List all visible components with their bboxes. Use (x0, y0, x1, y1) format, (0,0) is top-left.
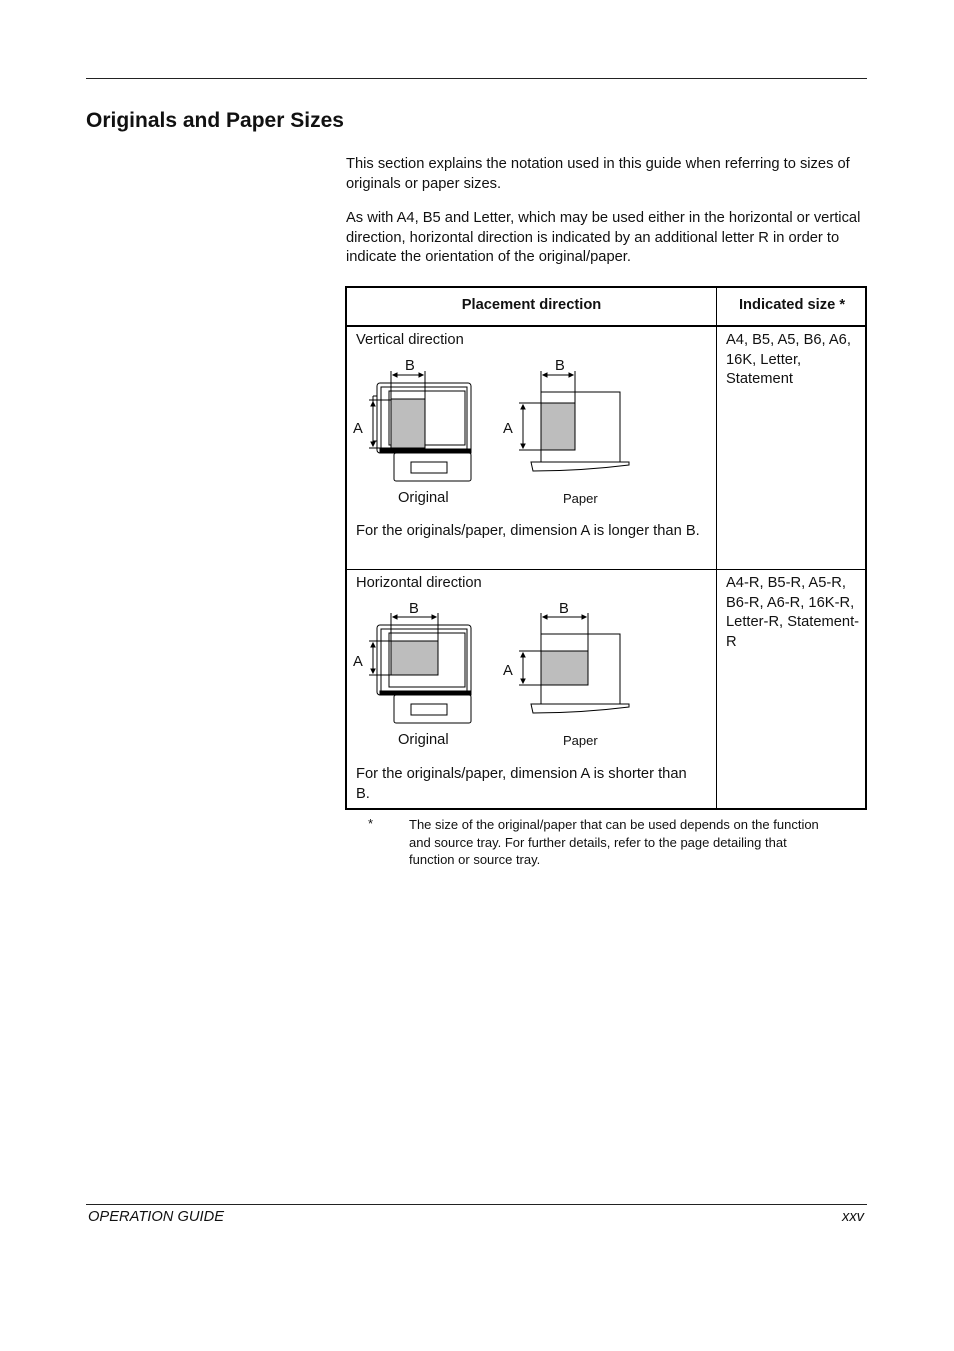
row-vertical-direction-label: Vertical direction (356, 332, 464, 348)
footer-guide-title: OPERATION GUIDE (88, 1209, 225, 1225)
size-notation-table (345, 286, 867, 810)
dimension-b-label-paper: B (559, 601, 569, 617)
column-divider (716, 288, 717, 808)
footer-page-number: xxv (841, 1209, 864, 1225)
footnote-mark: * (368, 816, 374, 831)
dimension-b-label-paper: B (555, 358, 565, 374)
paper-label: Paper (563, 491, 598, 506)
header-indicated-size: Indicated size * (738, 297, 846, 313)
dimension-a-label-original: A (353, 654, 363, 670)
row-horizontal-note: For the originals/paper, dimension A is shorter than B. (356, 766, 687, 802)
header-placement-direction: Placement direction (461, 297, 602, 313)
intro-paragraph-2: As with A4, B5 and Letter, which may be used either in the horizontal or vertical direction, horizontal direction is indicated by an additional letter R in order to indicate the orientation of the original/paper. (346, 210, 861, 265)
footer-rule (86, 1204, 867, 1205)
dimension-a-label-paper: A (503, 421, 513, 437)
row-vertical-sizes: A4, B5, A5, B6, A6, 16K, Letter, Statement (726, 332, 851, 387)
vertical-diagram-drawing (349, 351, 639, 501)
scanner-original-icon (369, 371, 471, 481)
horizontal-diagram-drawing (349, 593, 639, 743)
horizontal-direction-diagram (349, 593, 639, 748)
dimension-a-label-paper: A (503, 663, 513, 679)
dimension-b-label-original: B (409, 601, 419, 617)
scanner-original-icon (369, 613, 471, 723)
vertical-direction-diagram (349, 351, 639, 506)
original-label: Original (398, 732, 449, 748)
paper-icon (519, 613, 629, 713)
row-horizontal-sizes: A4-R, B5-R, A5-R, B6-R, A6-R, 16K-R, Letter-R, Statement-R (726, 575, 860, 650)
paper-icon (519, 371, 629, 471)
paper-label: Paper (563, 733, 598, 748)
header-divider (347, 325, 865, 327)
dimension-b-label-original: B (405, 358, 415, 374)
header-rule (86, 78, 867, 79)
row-vertical-note: For the originals/paper, dimension A is longer than B. (356, 523, 700, 539)
footnote-text: The size of the original/paper that can be used depends on the function and source tray. For further details, refer to the page detailing that function or source tray. (409, 817, 819, 867)
intro-paragraph-1: This section explains the notation used in this guide when referring to sizes of originals or paper sizes. (346, 156, 850, 192)
section-title: Originals and Paper Sizes (86, 109, 344, 132)
row-horizontal-direction-label: Horizontal direction (356, 575, 482, 591)
original-label: Original (398, 490, 449, 506)
dimension-a-label-original: A (353, 421, 363, 437)
row-divider (347, 569, 865, 570)
